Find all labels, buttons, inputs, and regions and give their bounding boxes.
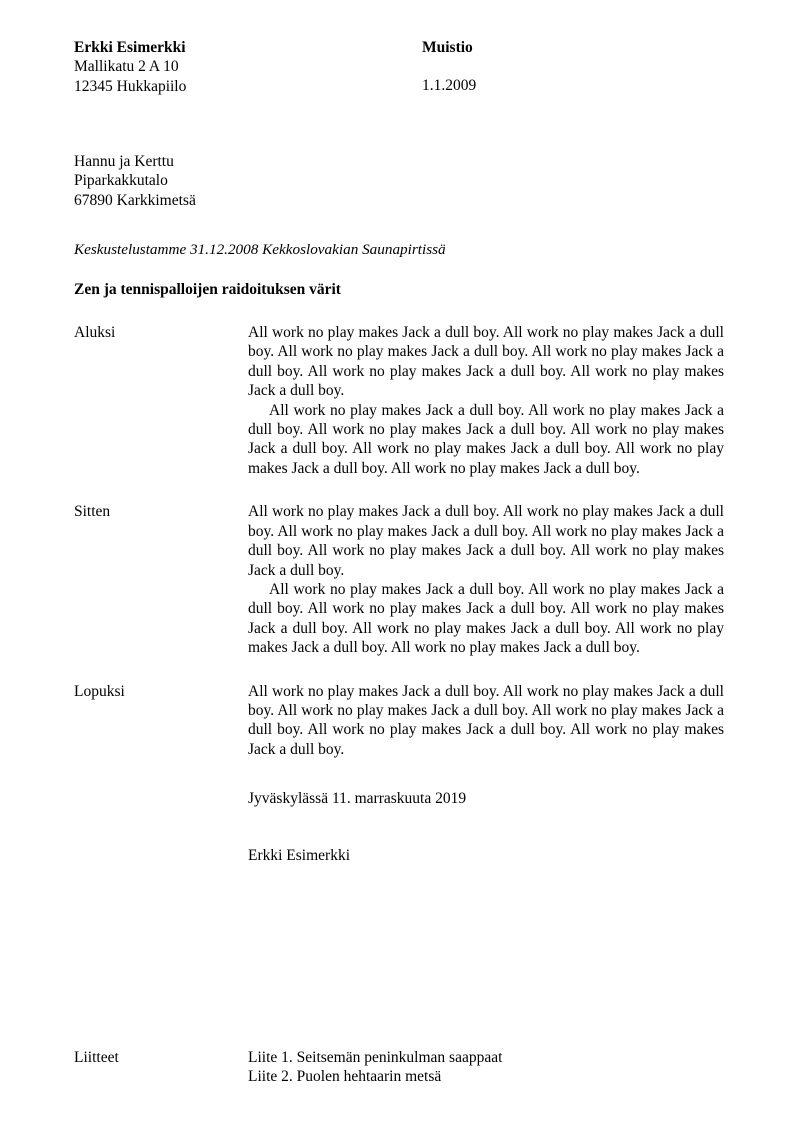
closing-spacer <box>74 789 248 808</box>
sender-city: 12345 Hukkapiilo <box>74 77 187 95</box>
section-label: Aluksi <box>74 324 116 342</box>
sender-address-block <box>74 38 186 96</box>
recipient-line-2: Piparkakkutalo <box>74 172 168 190</box>
recipient-line-1: Hannu ja Kerttu <box>74 153 174 170</box>
closing-place-date: Jyväskylässä 11. marraskuuta 2019 <box>248 790 467 808</box>
paragraph: All work no play makes Jack a dull boy. All work no play makes Jack a dull boy. All work no play makes Jack a dull boy. All work no play makes Jack a dull boy. All work no play makes Jack a dull boy. All work no play makes Jack a dull boy. <box>248 682 724 758</box>
section-body <box>248 682 724 760</box>
section-lopuksi <box>74 682 724 760</box>
section-aluksi <box>74 323 724 478</box>
section-sitten <box>74 502 724 657</box>
attachments-block <box>74 1048 724 1087</box>
document-title: Zen ja tennispalloijen raidoituksen värit <box>74 280 341 298</box>
paragraph: All work no play makes Jack a dull boy. All work no play makes Jack a dull boy. All work no play makes Jack a dull boy. All work no play makes Jack a dull boy. All work no play makes Jack a dull boy. All work no play makes Jack a dull boy. <box>248 324 724 400</box>
section-label: Sitten <box>74 503 111 521</box>
document-type: Muistio <box>422 39 473 56</box>
attachments-label: Liitteet <box>74 1049 119 1066</box>
sender-name: Erkki Esimerkki <box>74 39 186 56</box>
closing-place-date-row <box>74 789 724 808</box>
letter-header <box>74 30 724 108</box>
signature-spacer <box>74 846 248 865</box>
attachment-item: Liite 2. Puolen hehtaarin metsä <box>248 1068 442 1086</box>
signature-row <box>74 846 724 865</box>
sender-street: Mallikatu 2 A 10 <box>74 58 179 76</box>
attachments-list <box>248 1048 502 1087</box>
recipient-line-3: 67890 Karkkimetsä <box>74 191 196 209</box>
section-body <box>248 323 724 478</box>
attachment-item: Liite 1. Seitsemän peninkulman saappaat <box>248 1049 503 1066</box>
reference-line: Keskustelustamme 31.12.2008 Kekkoslovakian Saunapirtissä <box>74 241 446 259</box>
recipient-address-block <box>74 152 724 210</box>
paragraph: All work no play makes Jack a dull boy. All work no play makes Jack a dull boy. All work no play makes Jack a dull boy. All work no play makes Jack a dull boy. All work no play makes Jack a dull boy. All work no play makes Jack a dull boy. All work no play makes Jack a dull boy. <box>248 580 724 657</box>
document-date: 1.1.2009 <box>422 77 477 94</box>
section-body <box>248 502 724 657</box>
signature-name: Erkki Esimerkki <box>248 846 351 864</box>
section-label: Lopuksi <box>74 682 125 700</box>
paragraph: All work no play makes Jack a dull boy. All work no play makes Jack a dull boy. All work no play makes Jack a dull boy. All work no play makes Jack a dull boy. All work no play makes Jack a dull boy. All work no play makes Jack a dull boy. <box>248 503 724 579</box>
paragraph: All work no play makes Jack a dull boy. All work no play makes Jack a dull boy. All work no play makes Jack a dull boy. All work no play makes Jack a dull boy. All work no play makes Jack a dull boy. All work no play makes Jack a dull boy. All work no play makes Jack a dull boy. <box>248 401 724 477</box>
